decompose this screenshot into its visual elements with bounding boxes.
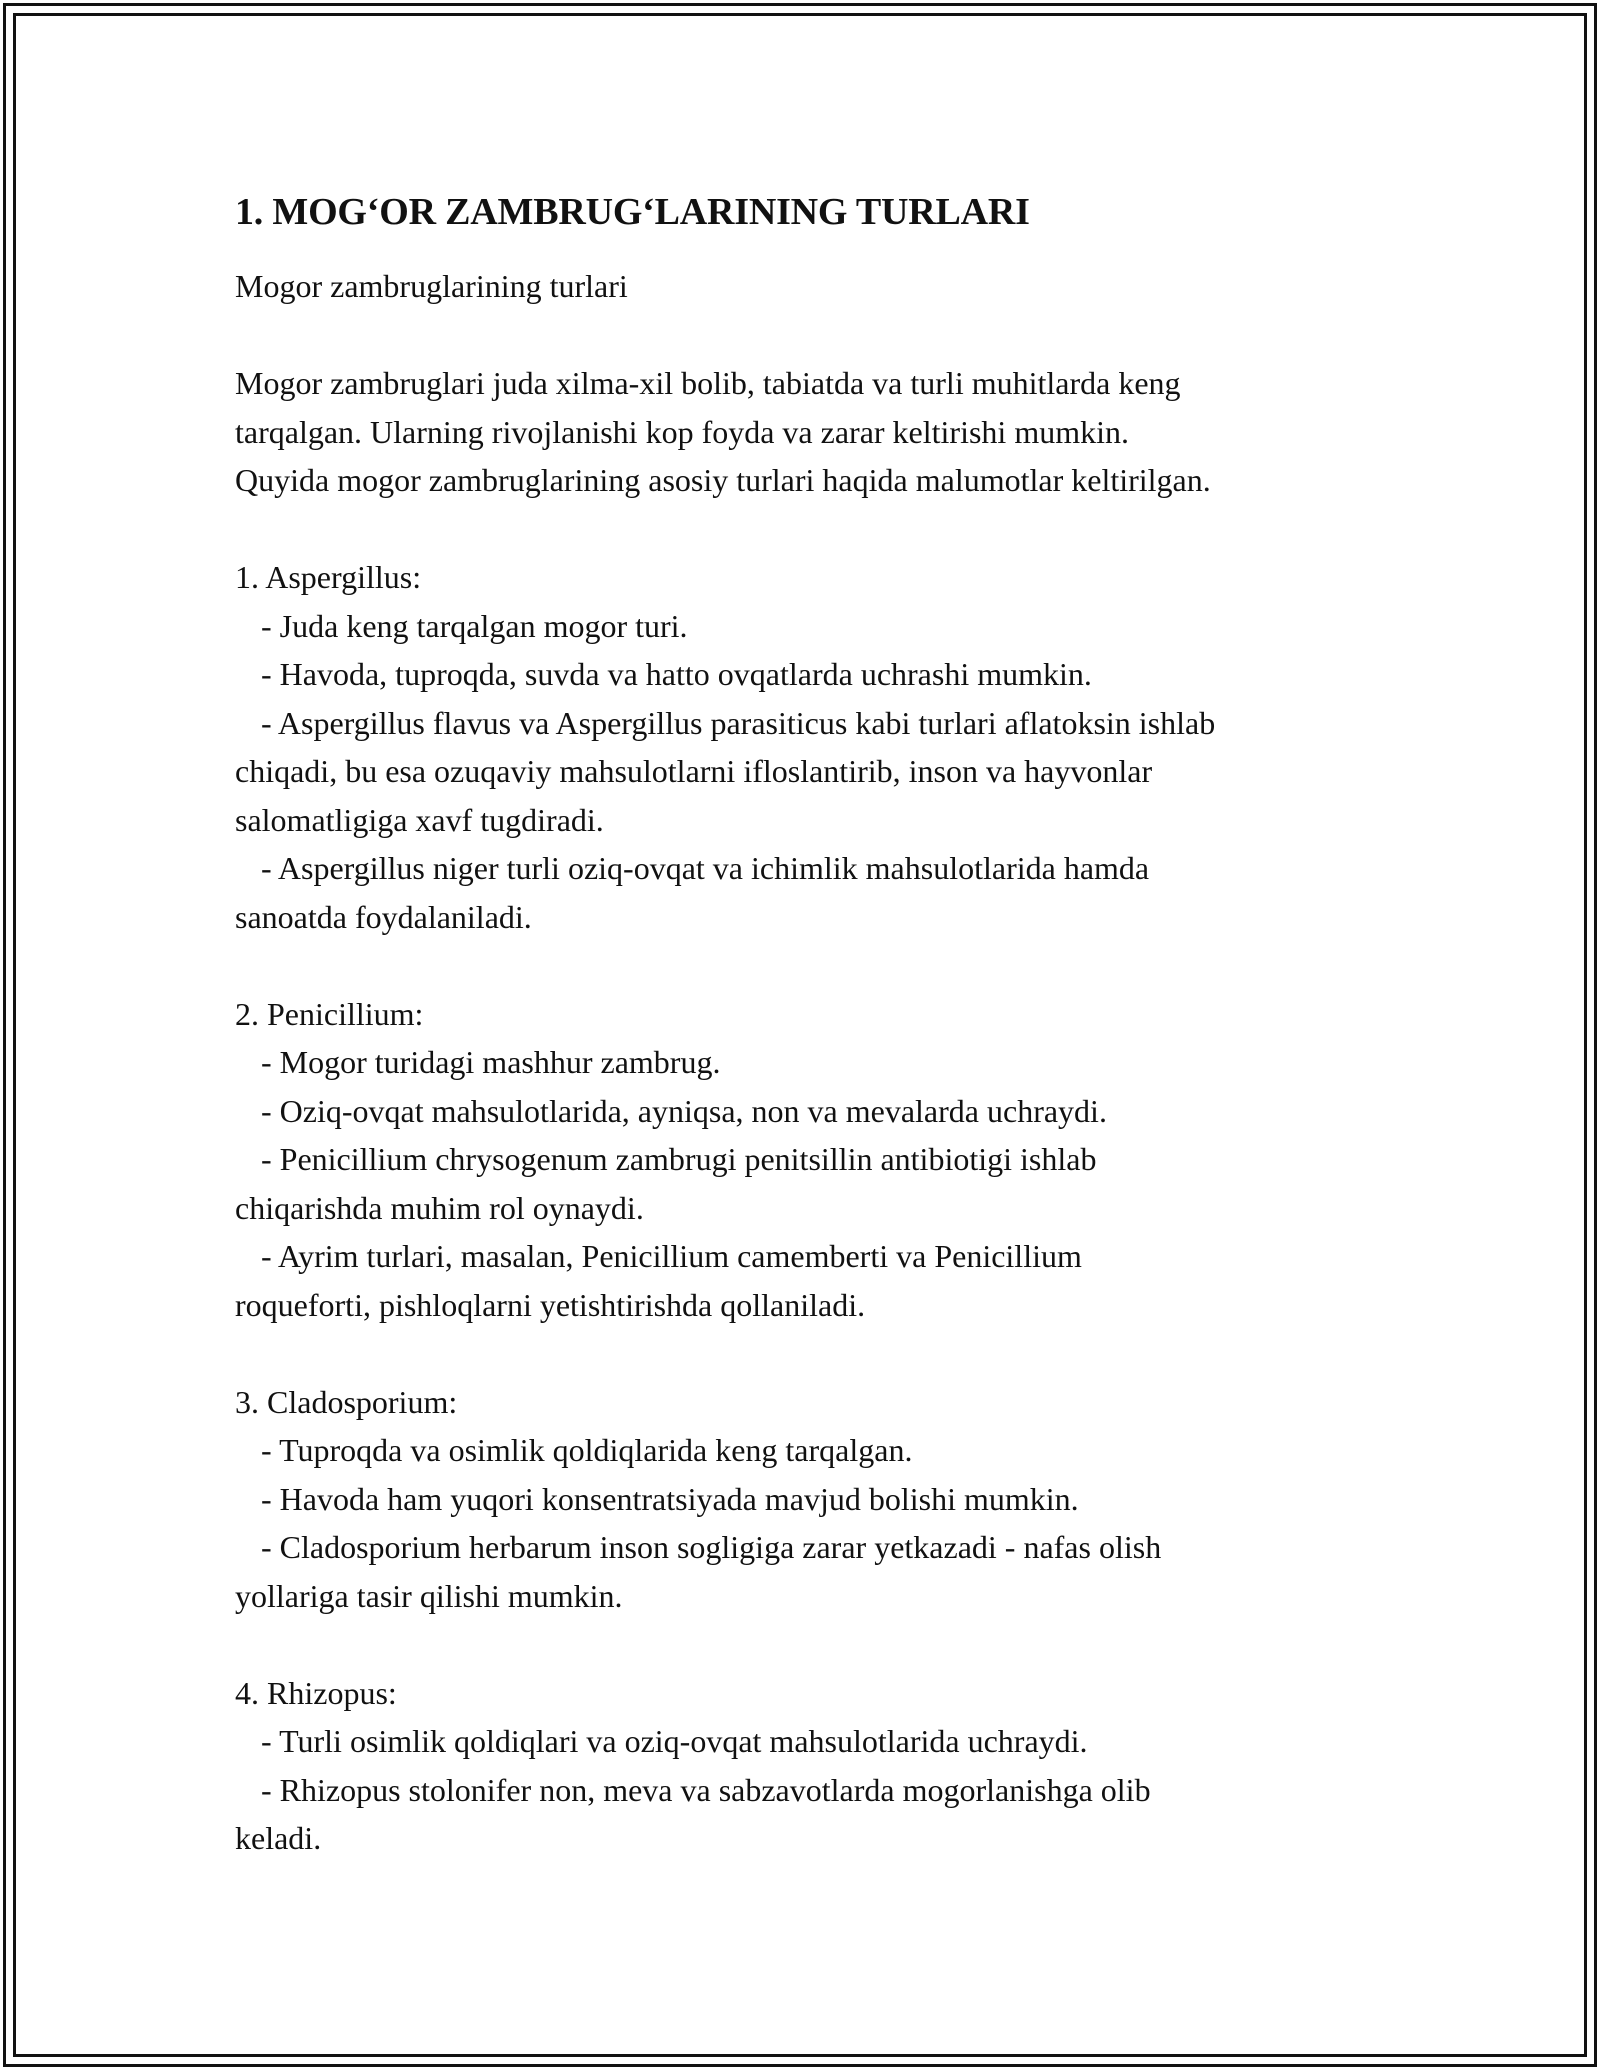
section-title: 2. Penicillium: xyxy=(235,995,424,1032)
section-title: 1. Aspergillus: xyxy=(235,559,422,595)
document-subtitle: Mogor zambruglarining turlari xyxy=(235,268,628,304)
paragraph-spacer xyxy=(235,311,1385,360)
bullet-continuation: roqueforti, pishloqlarni yetishtirishda qollaniladi. xyxy=(235,1286,866,1323)
bullet-item: - Havoda, tuproqda, suvda va hatto ovqatlarda uchrashi mumkin. xyxy=(261,656,1092,692)
bullet-item: - Rhizopus stolonifer non, meva va sabzavotlarda mogorlanishga olib xyxy=(261,1771,1151,1808)
bullet-item: - Ayrim turlari, masalan, Penicillium camemberti va Penicillium xyxy=(261,1238,1082,1274)
section-block xyxy=(235,990,1385,1330)
bullet-continuation: sanoatda foydalaniladi. xyxy=(235,898,532,935)
bullet-continuation: salomatligiga xavf tugdiradi. xyxy=(235,801,604,838)
bullet-item: - Cladosporium herbarum inson sogligiga zarar yetkazadi - nafas olish xyxy=(261,1529,1162,1565)
bullet-item: - Aspergillus flavus va Aspergillus parasiticus kabi turlari aflatoksin ishlab xyxy=(261,704,1216,741)
paragraph-spacer xyxy=(235,1620,1385,1669)
document-heading: 1. MOG‘OR ZAMBRUG‘LARINING TURLARI xyxy=(235,191,1030,233)
intro-line: Quyida mogor zambruglarining asosiy turlari haqida malumotlar keltirilgan. xyxy=(235,462,1211,498)
document-body xyxy=(235,188,1385,1863)
bullet-continuation: chiqadi, bu esa ozuqaviy mahsulotlarni ifloslantirib, inson va hayvonlar xyxy=(235,753,1153,789)
bullet-item: - Havoda ham yuqori konsentratsiyada mavjud bolishi mumkin. xyxy=(261,1480,1079,1517)
section-block xyxy=(235,1378,1385,1621)
intro-line: tarqalgan. Ularning rivojlanishi kop foyda va zarar keltirishi mumkin. xyxy=(235,413,1129,450)
bullet-item: - Penicillium chrysogenum zambrugi penitsillin antibiotigi ishlab xyxy=(261,1141,1097,1177)
paragraph-spacer xyxy=(235,505,1385,554)
bullet-continuation: yollariga tasir qilishi mumkin. xyxy=(235,1577,623,1614)
bullet-item: - Juda keng tarqalgan mogor turi. xyxy=(261,607,688,644)
section-title: 4. Rhizopus: xyxy=(235,1674,397,1711)
section-title: 3. Cladosporium: xyxy=(235,1383,458,1420)
section-block xyxy=(235,553,1385,941)
bullet-item: - Aspergillus niger turli oziq-ovqat va ichimlik mahsulotlarida hamda xyxy=(261,850,1150,886)
paragraph-spacer xyxy=(235,1329,1385,1378)
bullet-item: - Turli osimlik qoldiqlari va oziq-ovqat mahsulotlarida uchraydi. xyxy=(261,1723,1088,1759)
bullet-item: - Tuproqda va osimlik qoldiqlarida keng tarqalgan. xyxy=(261,1432,913,1468)
section-block xyxy=(235,1669,1385,1863)
bullet-item: - Mogor turidagi mashhur zambrug. xyxy=(261,1044,721,1080)
intro-paragraph xyxy=(235,359,1385,505)
bullet-item: - Oziq-ovqat mahsulotlarida, ayniqsa, non va mevalarda uchraydi. xyxy=(261,1092,1107,1129)
bullet-continuation: chiqarishda muhim rol oynaydi. xyxy=(235,1189,644,1226)
intro-line: Mogor zambruglari juda xilma-xil bolib, tabiatda va turli muhitlarda keng xyxy=(235,365,1181,401)
paragraph-spacer xyxy=(235,941,1385,990)
sections-list xyxy=(235,505,1385,1863)
bullet-continuation: keladi. xyxy=(235,1820,322,1856)
